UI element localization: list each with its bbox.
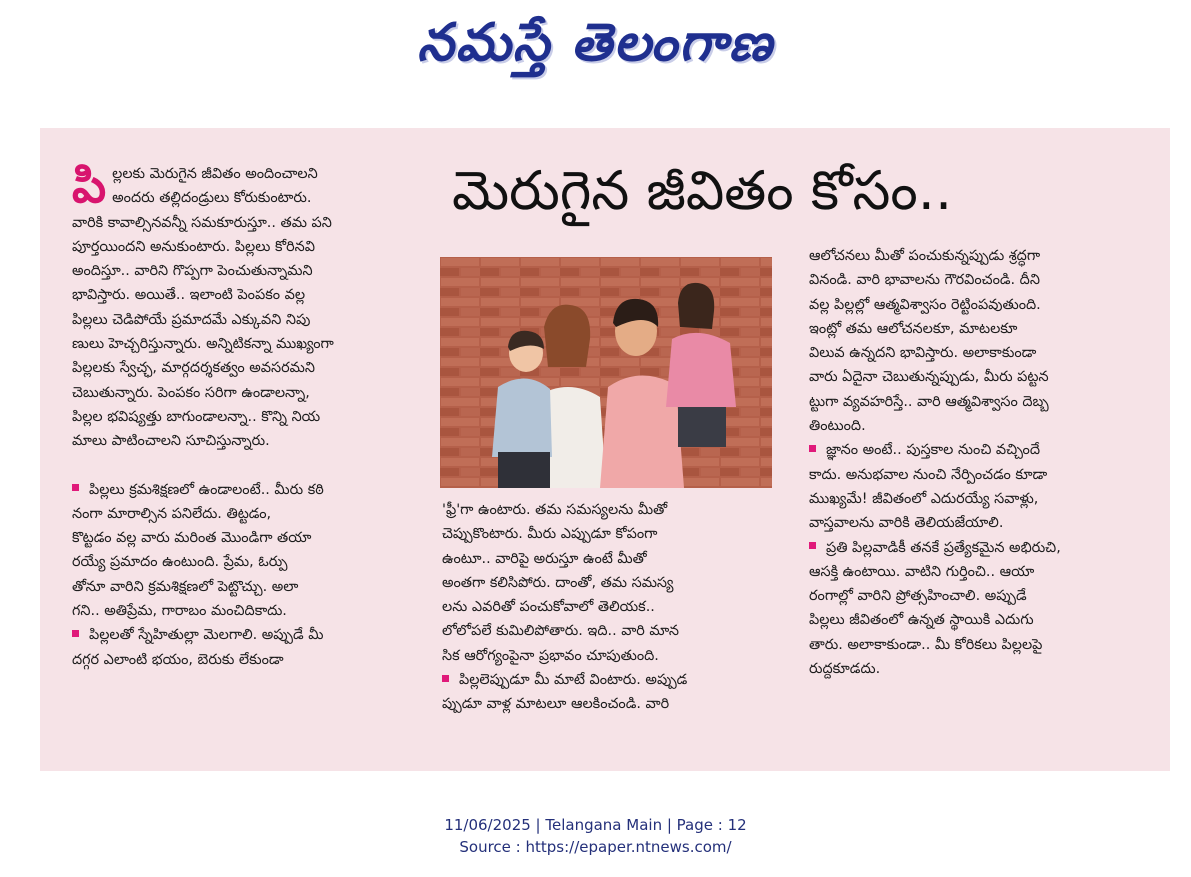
text-line: పిల్లల భవిష్యత్తు బాగుండాలన్నా.. కొన్ని నియ xyxy=(72,408,321,425)
text-line: దగ్గర ఎలాంటి భయం, బెరుకు లేకుండా xyxy=(72,651,284,668)
text-line: గని.. అతిప్రేమ, గారాబం మంచిదికాదు. xyxy=(72,603,287,620)
text-line: అందరు తల్లిదండ్రులు కోరుకుంటారు. xyxy=(112,190,312,207)
text-line: తోనూ వారిని క్రమశిక్షణలో పెట్టొచ్చు. అలా xyxy=(72,578,299,595)
text-line: ప్రతి పిల్లవాడికీ తనకే ప్రత్యేకమైన అభిరుచి, xyxy=(826,539,1061,556)
text-line: పిల్లలు క్రమశిక్షణలో ఉండాలంటే.. మీరు కఠి xyxy=(89,481,324,498)
text-line: రంగాల్లో వారిని ప్రోత్సహించాలి. అప్పుడే xyxy=(809,588,1027,605)
text-line: చెబుతున్నారు. పెంపకం సరిగా ఉండాలన్నా, xyxy=(72,384,310,401)
bullet-paragraph xyxy=(442,668,772,717)
text-line: పిల్లలు జీవితంలో ఉన్నత స్థాయికి ఎదుగు xyxy=(809,612,1034,629)
text-line: చెప్పుకొంటారు. మీరు ఎప్పుడూ కోపంగా xyxy=(442,526,658,543)
text-line: లను ఎవరితో పంచుకోవాలో తెలియక.. xyxy=(442,599,655,616)
text-line: కాదు. అనుభవాల నుంచి నేర్పించడం కూడా xyxy=(809,466,1048,483)
text-line: రుద్దకూడదు. xyxy=(809,661,881,678)
text-line: ముఖ్యమే! జీవితంలో ఎదురయ్యే సవాళ్లు, xyxy=(809,490,1039,507)
text-line: వల్ల పిల్లల్లో ఆత్మవిశ్వాసం రెట్టింపవుతుంది. xyxy=(809,296,1041,313)
text-line: రయ్యే ప్రమాదం ఉంటుంది. ప్రేమ, ఓర్పు xyxy=(72,554,288,571)
text-line: ఉంటూ.. వారిపై అరుస్తూ ఉంటే మీతో xyxy=(442,550,647,567)
text-line: వారు ఏదైనా చెబుతున్నప్పుడు, మీరు పట్టన xyxy=(809,369,1049,386)
bullet-icon xyxy=(442,675,449,682)
text-line: సిక ఆరోగ్యంపైనా ప్రభావం చూపుతుంది. xyxy=(442,647,659,664)
text-line: మాలు పాటించాలని సూచిస్తున్నారు. xyxy=(72,433,270,450)
family-photo xyxy=(440,257,772,488)
text-line: తారు. అలాకాకుండా.. మీ కోరికలు పిల్లలపై xyxy=(809,636,1043,653)
article-headline: మెరుగైన జీవితం కోసం.. xyxy=(452,159,953,222)
bullet-paragraph xyxy=(809,536,1149,682)
text-line: పిల్లలు చెడిపోయే ప్రమాదమే ఎక్కువని నిపు xyxy=(72,311,311,328)
text-line: కొట్టడం వల్ల వారు మరింత మొండిగా తయా xyxy=(72,530,312,547)
drop-cap: పి xyxy=(72,158,107,214)
footer-source-link[interactable]: Source : https://epaper.ntnews.com/ xyxy=(459,838,732,856)
text-line: అంతగా కలిసిపోరు. దాంతో, తమ సమస్య xyxy=(442,574,674,591)
masthead xyxy=(0,8,1191,78)
text-line: 'ఫ్రీ'గా ఉంటారు. తమ సమస్యలను మీతో xyxy=(442,502,668,518)
text-line: పిల్లలతో స్నేహితుల్లా మెలగాలి. అప్పుడే మీ xyxy=(89,627,324,644)
bullet-paragraph xyxy=(72,623,410,672)
masthead-title: నమస్తే తెలంగాణ xyxy=(417,12,774,73)
paragraph xyxy=(442,498,772,668)
family-photo-illustration xyxy=(440,257,772,488)
bullet-icon xyxy=(72,630,79,637)
bullet-icon xyxy=(72,484,79,491)
text-line: పూర్తయిందని అనుకుంటారు. పిల్లలు కోరినవి xyxy=(72,238,315,255)
text-line: పిల్లలకు స్వేచ్ఛ, మార్గదర్శకత్వం అవసరమని xyxy=(72,360,315,377)
footer-edition-info: 11/06/2025 | Telangana Main | Page : 12 xyxy=(444,816,747,834)
text-line: ట్టుగా వ్యవహరిస్తే.. వారి ఆత్మవిశ్వాసం దెబ్బ xyxy=(809,393,1049,410)
text-line: నంగా మారాల్సిన పనిలేదు. తిట్టడం, xyxy=(72,505,272,522)
article-column-3 xyxy=(809,244,1149,681)
text-line: ఇంట్లో తమ ఆలోచనలకూ, మాటలకూ xyxy=(809,320,1018,337)
bullet-paragraph xyxy=(809,438,1149,535)
article-column-2 xyxy=(442,498,772,717)
bullet-icon xyxy=(809,542,816,549)
text-line: వినండి. వారి భావాలను గౌరవించండి. దీని xyxy=(809,272,1040,289)
paragraph xyxy=(809,244,1149,438)
text-line: పిల్లలెప్పుడూ మీ మాటే వింటారు. అప్పుడ xyxy=(459,672,688,689)
text-line: వారికి కావాల్సినవన్నీ సమకూరుస్తూ.. తమ పని xyxy=(72,214,332,231)
text-line: ఆసక్తి ఉంటాయి. వాటిని గుర్తించి.. ఆయా xyxy=(809,563,1035,580)
text-line: వాస్తవాలను వారికి తెలియజేయాలి. xyxy=(809,515,1004,532)
text-line: జ్ఞానం అంటే.. పుస్తకాల నుంచి వచ్చిందే xyxy=(826,442,1041,459)
text-line: అందిస్తూ.. వారిని గొప్పగా పెంచుతున్నామని xyxy=(72,263,313,280)
bullet-paragraph xyxy=(72,478,410,624)
text-line: విలువ ఉన్నదని భావిస్తారు. అలాకాకుండా xyxy=(809,345,1037,362)
text-line: ల్లలకు మెరుగైన జీవితం అందించాలని xyxy=(112,166,318,182)
text-line: ణులు హెచ్చరిస్తున్నారు. అన్నిటికన్నా ముఖ్యంగా xyxy=(72,336,334,353)
bullet-icon xyxy=(809,445,816,452)
text-line: ఆలోచనలు మీతో పంచుకున్నప్పుడు శ్రద్ధగా xyxy=(809,248,1041,264)
text-line: భావిస్తారు. అయితే.. ఇలాంటి పెంపకం వల్ల xyxy=(72,287,306,304)
text-line: తింటుంది. xyxy=(809,418,866,435)
text-line: లోలోపలే కుమిలిపోతారు. ఇది.. వారి మాన xyxy=(442,623,679,640)
intro-paragraph xyxy=(72,158,410,454)
article-column-1 xyxy=(72,158,410,672)
text-line: ప్పుడూ వాళ్ల మాటలూ ఆలకించండి. వారి xyxy=(442,696,670,713)
